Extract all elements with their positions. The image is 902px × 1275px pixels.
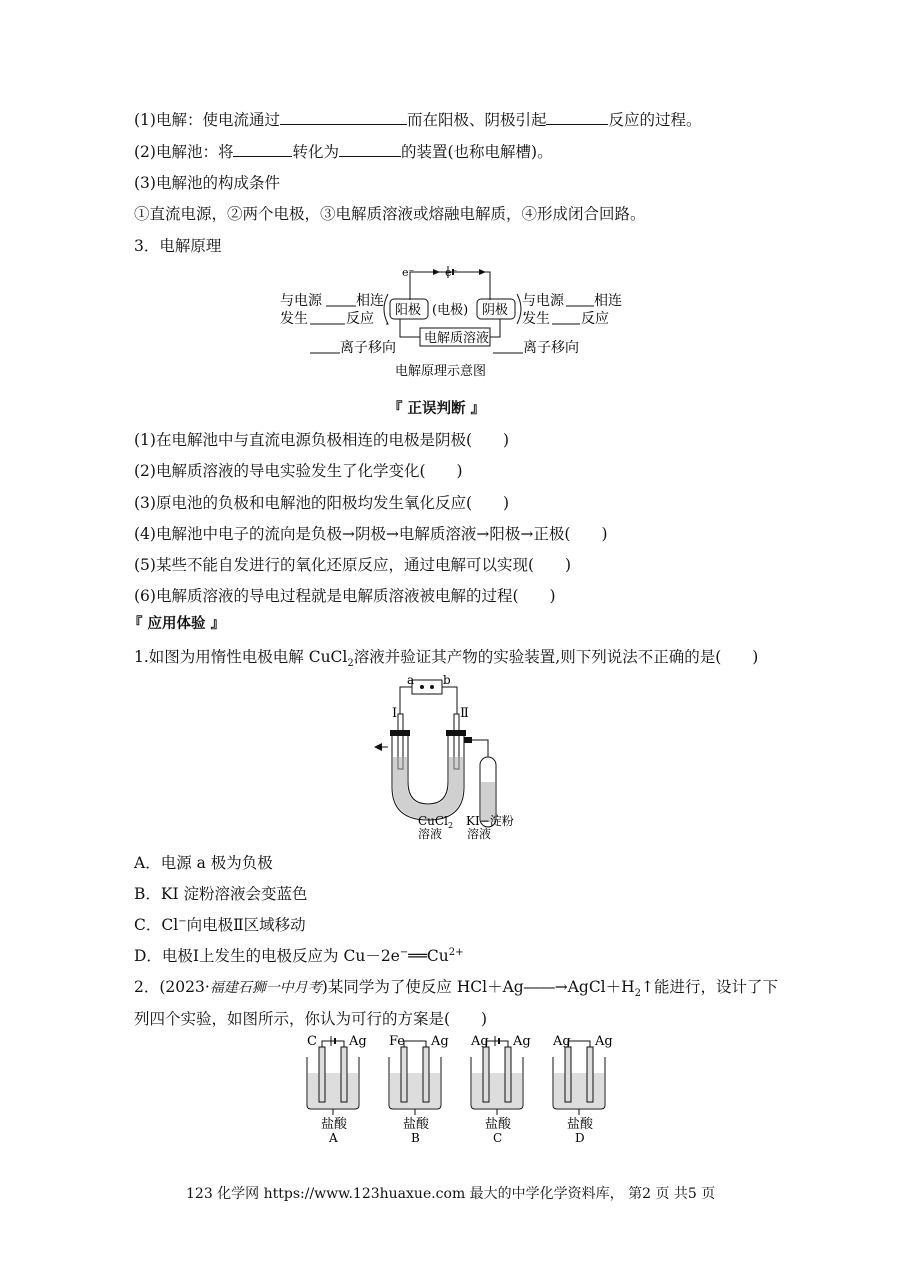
blank xyxy=(280,110,407,125)
diagram-caption: 电解原理示意图 xyxy=(395,364,487,379)
acid-solution xyxy=(308,1073,358,1108)
acid-label: 盐酸 xyxy=(321,1117,348,1132)
right-text: 发生 xyxy=(522,311,550,327)
right-text: 反应 xyxy=(581,311,609,327)
definition-electrolytic-cell: (2)电解池：将 转化为 的装置(也称电解槽)。 xyxy=(134,143,553,161)
left-text: 相连 xyxy=(356,293,384,309)
beaker-setup-D xyxy=(552,1035,613,1145)
judgment-item: (3)原电池的负极和电解池的阳极均发生氧化反应( ) xyxy=(134,494,510,512)
definition-electrolysis: (1)电解：使电流通过 而在阳极、阴极引起 反应的过程。 xyxy=(134,111,702,129)
option-D: D．电极Ⅰ上发生的电极反应为 $Cu-2e^-══Cu^{2+}$ xyxy=(134,946,464,965)
judgment-title: 『 正误判断 』 xyxy=(388,401,486,417)
wire xyxy=(400,687,412,714)
u-tube-inner xyxy=(408,732,448,804)
electrode-left-label: Ag xyxy=(471,1035,489,1049)
judgment-item: (1)在电解池中与直流电源负极相连的电极是阴极( ) xyxy=(134,431,510,449)
cucl2-label: CuCl$_2$ xyxy=(418,814,454,830)
application-title: 『 应用体验 』 xyxy=(128,616,226,632)
power-source-box xyxy=(412,680,442,694)
ion-right-text: 离子移向 xyxy=(523,340,579,356)
solution xyxy=(393,757,463,819)
label-electrode-II: Ⅱ xyxy=(460,706,469,721)
acid-solution xyxy=(554,1073,604,1108)
section-heading-principle: 3．电解原理 xyxy=(134,237,222,255)
question-1: 1.如图为用惰性电极电解 CuCl$_2$溶液并验证其产物的实验装置,则下列说法不正确的是( ) xyxy=(134,648,759,670)
electrode-left-label: C xyxy=(307,1035,317,1049)
cucl2-solution-label: 溶液 xyxy=(418,827,443,841)
terminal xyxy=(420,685,424,689)
electrode-right xyxy=(423,1047,429,1102)
cathode-label: 阴极 xyxy=(482,303,509,318)
electrode-left xyxy=(401,1047,407,1102)
question-2: 2．(2023·福建石狮一中月考)某同学为了使反应 $HCl+Ag――\to AgCl+H_2↑$能进行，设计了下 xyxy=(134,978,779,1000)
electron-label: e⁻ xyxy=(445,266,458,279)
wire xyxy=(442,687,457,714)
stopper xyxy=(390,730,410,736)
figure-label: A xyxy=(329,1131,338,1145)
electrode-right-label: Ag xyxy=(513,1035,531,1049)
ki-label: KI−淀粉 xyxy=(466,814,514,828)
arrowhead xyxy=(374,743,382,751)
bracket-left xyxy=(384,294,388,324)
acid-label: 盐酸 xyxy=(403,1117,430,1132)
terminal xyxy=(430,685,434,689)
option-A: A．电源 a 极为负极 xyxy=(134,854,273,872)
electrode-right xyxy=(341,1047,347,1102)
ki-solution-label: 溶液 xyxy=(467,827,492,841)
anode-label: 阳极 xyxy=(395,303,422,318)
arrowhead xyxy=(433,269,440,275)
acid-label: 盐酸 xyxy=(485,1117,512,1132)
option-C: C．Cl−向电极Ⅱ区域移动 xyxy=(134,915,306,934)
arrowhead xyxy=(479,269,486,275)
connector xyxy=(464,737,472,743)
electrode-right-label: Ag xyxy=(595,1035,613,1049)
acid-solution xyxy=(390,1073,440,1108)
right-text: 相连 xyxy=(594,293,622,309)
electron-label: e⁻ xyxy=(402,266,415,279)
blank xyxy=(339,142,401,157)
wire xyxy=(486,1041,508,1047)
judgment-item: (5)某些不能自发进行的氧化还原反应，通过电解可以实现( ) xyxy=(134,556,572,574)
judgment-item: (4)电解池中电子的流向是负极→阴极→电解质溶液→阳极→正极( ) xyxy=(134,525,608,543)
wire xyxy=(490,319,500,337)
delivery-tube xyxy=(470,740,488,757)
u-tube-electrolysis-figure xyxy=(370,672,540,844)
figure-label: B xyxy=(411,1131,420,1145)
judgment-item: (6)电解质溶液的导电过程就是电解质溶液被电解的过程( ) xyxy=(134,587,556,605)
conditions-heading: (3)电解池的构成条件 xyxy=(134,174,280,192)
label-electrode-I: Ⅰ xyxy=(392,706,398,721)
electrode-right-label: Ag xyxy=(431,1035,449,1049)
label-a: a xyxy=(407,673,415,687)
electrolyte-label: 电解质溶液 xyxy=(424,331,490,346)
figure-label: C xyxy=(493,1131,503,1145)
wire xyxy=(322,1041,344,1047)
electrode-left xyxy=(483,1047,489,1102)
wire xyxy=(400,319,420,337)
figure-label: D xyxy=(575,1131,585,1145)
acid-solution xyxy=(472,1073,522,1108)
beaker-setup-A xyxy=(307,1035,367,1145)
footer: 123 化学网 https://www.123huaxue.com 最大的中学化学资料库， 第2 页 共5 页 xyxy=(186,1186,716,1202)
electrode-left xyxy=(565,1047,571,1102)
electrode-right xyxy=(587,1047,593,1102)
left-text: 反应 xyxy=(346,311,374,327)
conditions-list: ①直流电源，②两个电极，③电解质溶液或熔融电解质，④形成闭合回路。 xyxy=(134,205,646,223)
electrode-left-label: Ag xyxy=(553,1035,571,1049)
wire xyxy=(404,1041,426,1047)
electrode-left xyxy=(319,1047,325,1102)
blank xyxy=(546,110,608,125)
wire xyxy=(568,1041,590,1047)
electrode-left-label: Fe xyxy=(389,1035,406,1049)
ion-left-text: 离子移向 xyxy=(340,340,396,356)
left-text: 与电源 xyxy=(280,293,322,309)
beaker-setup-C xyxy=(470,1035,531,1145)
judgment-item: (2)电解质溶液的导电实验发生了化学变化( ) xyxy=(134,462,463,480)
bracket-right xyxy=(517,294,521,324)
electrode-right xyxy=(505,1047,511,1102)
left-text: 发生 xyxy=(280,311,308,327)
electrode-label: (电极) xyxy=(432,303,469,318)
right-text: 与电源 xyxy=(522,293,564,309)
beaker-figures xyxy=(295,1035,625,1145)
electrolysis-principle-diagram xyxy=(270,260,640,385)
blank xyxy=(233,142,292,157)
electrode-right-label: Ag xyxy=(349,1035,367,1049)
label-b: b xyxy=(443,673,451,687)
beaker-setup-B xyxy=(389,1035,449,1145)
stopper xyxy=(446,730,466,736)
option-B: B．KI 淀粉溶液会变蓝色 xyxy=(134,885,308,903)
question-2-line2: 列四个实验，如图所示，你认为可行的方案是( ) xyxy=(134,1010,488,1028)
acid-label: 盐酸 xyxy=(567,1117,594,1132)
